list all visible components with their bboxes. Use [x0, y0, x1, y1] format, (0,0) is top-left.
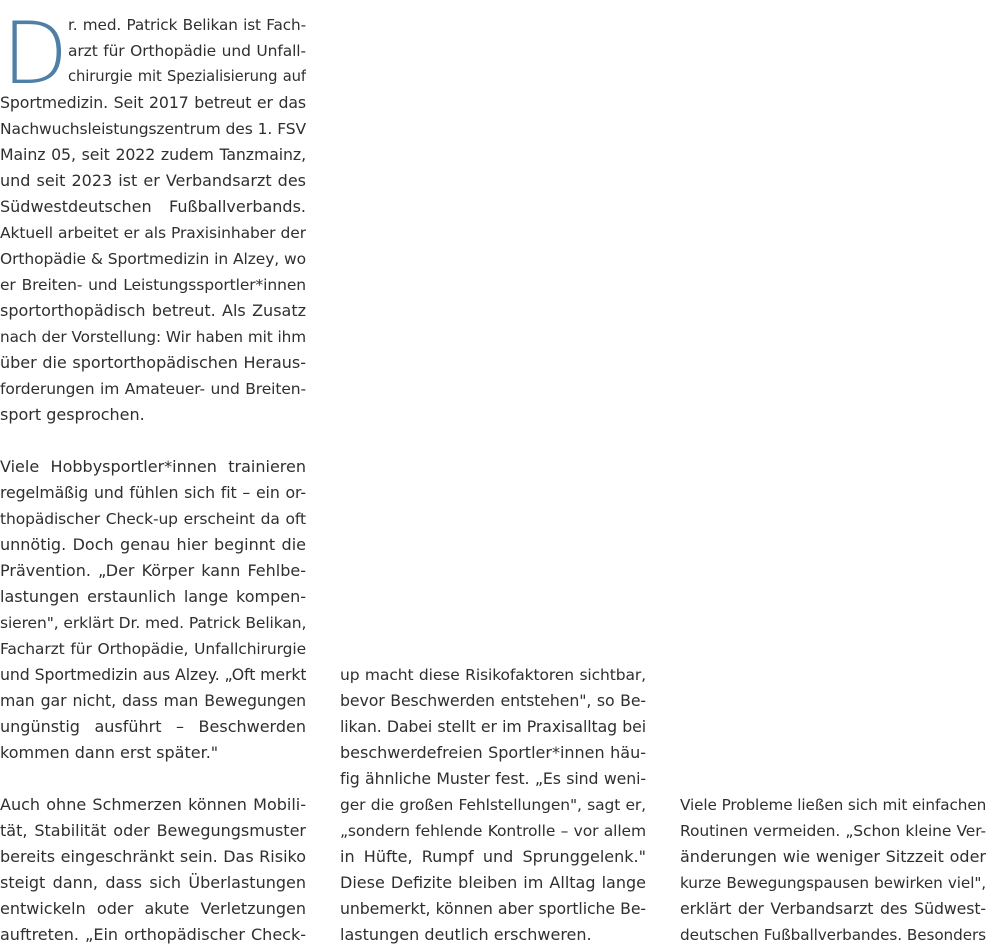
text-line: unbemerkt, können aber sportliche Be-	[340, 899, 646, 918]
text-line: r. med. Patrick Belikan ist Fach-	[68, 16, 306, 34]
text-line: up macht diese Risikofaktoren sichtbar,	[340, 666, 646, 684]
text-line: Mainz 05, seit 2022 zudem Tanzmainz,	[0, 145, 306, 164]
text-line: Nachwuchsleistungszentrum des 1. FSV	[0, 120, 306, 138]
text-line: auftreten. „Ein orthopädischer Check-	[0, 925, 306, 944]
text-line: Orthopädie & Sportmedizin in Alzey, wo	[0, 250, 306, 268]
paragraph-gap	[0, 766, 306, 792]
article-column-3	[680, 792, 986, 948]
text-line: arzt für Orthopädie und Unfall-	[68, 42, 306, 60]
text-line: Viele Probleme ließen sich mit einfachen	[680, 796, 986, 814]
text-line: sieren", erklärt Dr. med. Patrick Belikan,	[0, 614, 306, 632]
text-line: kurze Bewegungspausen bewirken viel",	[680, 874, 986, 892]
text-line: chirurgie mit Spezialisierung auf	[68, 68, 306, 85]
text-line: Viele Hobbysportler*innen trainieren	[0, 457, 306, 476]
text-line: sportorthopädisch betreut. Als Zusatz	[0, 301, 306, 320]
text-line: nach der Vorstellung: Wir haben mit ihm	[0, 328, 306, 346]
drop-cap: D	[2, 4, 69, 104]
text-line: Prävention. „Der Körper kann Fehlbe-	[0, 561, 306, 580]
text-line: Facharzt für Orthopädie, Unfallchirurgie	[0, 640, 306, 658]
text-line: Auch ohne Schmerzen können Mobili-	[0, 795, 306, 814]
text-line: in Hüfte, Rumpf und Sprunggelenk."	[340, 847, 646, 866]
text-line: tät, Stabilität oder Bewegungsmuster	[0, 821, 306, 840]
article-column-2	[340, 662, 646, 948]
text-line: bereits eingeschränkt sein. Das Risiko	[0, 847, 306, 866]
text-line: man gar nicht, dass man Bewegungen	[0, 691, 306, 710]
text-line: entwickeln oder akute Verletzungen	[0, 899, 306, 918]
text-line: Sportmedizin. Seit 2017 betreut er das	[0, 93, 306, 112]
text-line: erklärt der Verbandsarzt des Südwest-	[680, 899, 986, 918]
text-line: er Breiten- und Leistungssportler*innen	[0, 276, 306, 294]
text-line: änderungen wie weniger Sitzzeit oder	[680, 847, 986, 866]
text-line: sport gesprochen.	[0, 405, 145, 424]
text-line: Aktuell arbeitet er als Praxisinhaber der	[0, 224, 306, 242]
text-line: deutschen Fußballverbandes. Besonders	[680, 926, 986, 944]
text-line: Diese Defizite bleiben im Alltag lange	[340, 873, 646, 892]
text-line: lastungen erstaunlich lange kompen-	[0, 587, 306, 606]
text-line: und seit 2023 ist er Verbandsarzt des	[0, 171, 306, 190]
article-column-1	[0, 4, 306, 948]
text-line: thopädischer Check-up erscheint da oft	[0, 510, 306, 528]
text-line: likan. Dabei stellt er im Praxisalltag bei	[340, 717, 646, 736]
text-line: ungünstig ausführt – Beschwerden	[0, 717, 306, 736]
text-line: kommen dann erst später."	[0, 743, 219, 762]
text-line: „sondern fehlende Kontrolle – vor allem	[340, 822, 646, 840]
text-line: Südwestdeutschen Fußballverbands.	[0, 197, 306, 216]
text-line: über die sportorthopädischen Heraus-	[0, 353, 306, 372]
text-line: bevor Beschwerden entstehen", so Be-	[340, 691, 646, 710]
text-line: fig ähnliche Muster fest. „Es sind weni-	[340, 769, 646, 788]
text-line: beschwerdefreien Sportler*innen häu-	[340, 743, 646, 762]
text-line: forderungen im Amateuer- und Breiten-	[0, 380, 306, 398]
text-line: unnötig. Doch genau hier beginnt die	[0, 535, 306, 554]
text-line: Routinen vermeiden. „Schon kleine Ver-	[680, 822, 986, 840]
text-line: steigt dann, dass sich Überlastungen	[0, 873, 306, 892]
text-line: regelmäßig und fühlen sich fit – ein or-	[0, 483, 306, 502]
text-line: ger die großen Fehlstellungen", sagt er,	[340, 796, 646, 814]
text-line: und Sportmedizin aus Alzey. „Oft merkt	[0, 665, 306, 684]
paragraph-gap	[0, 428, 306, 454]
text-line: lastungen deutlich erschweren.	[340, 925, 592, 944]
